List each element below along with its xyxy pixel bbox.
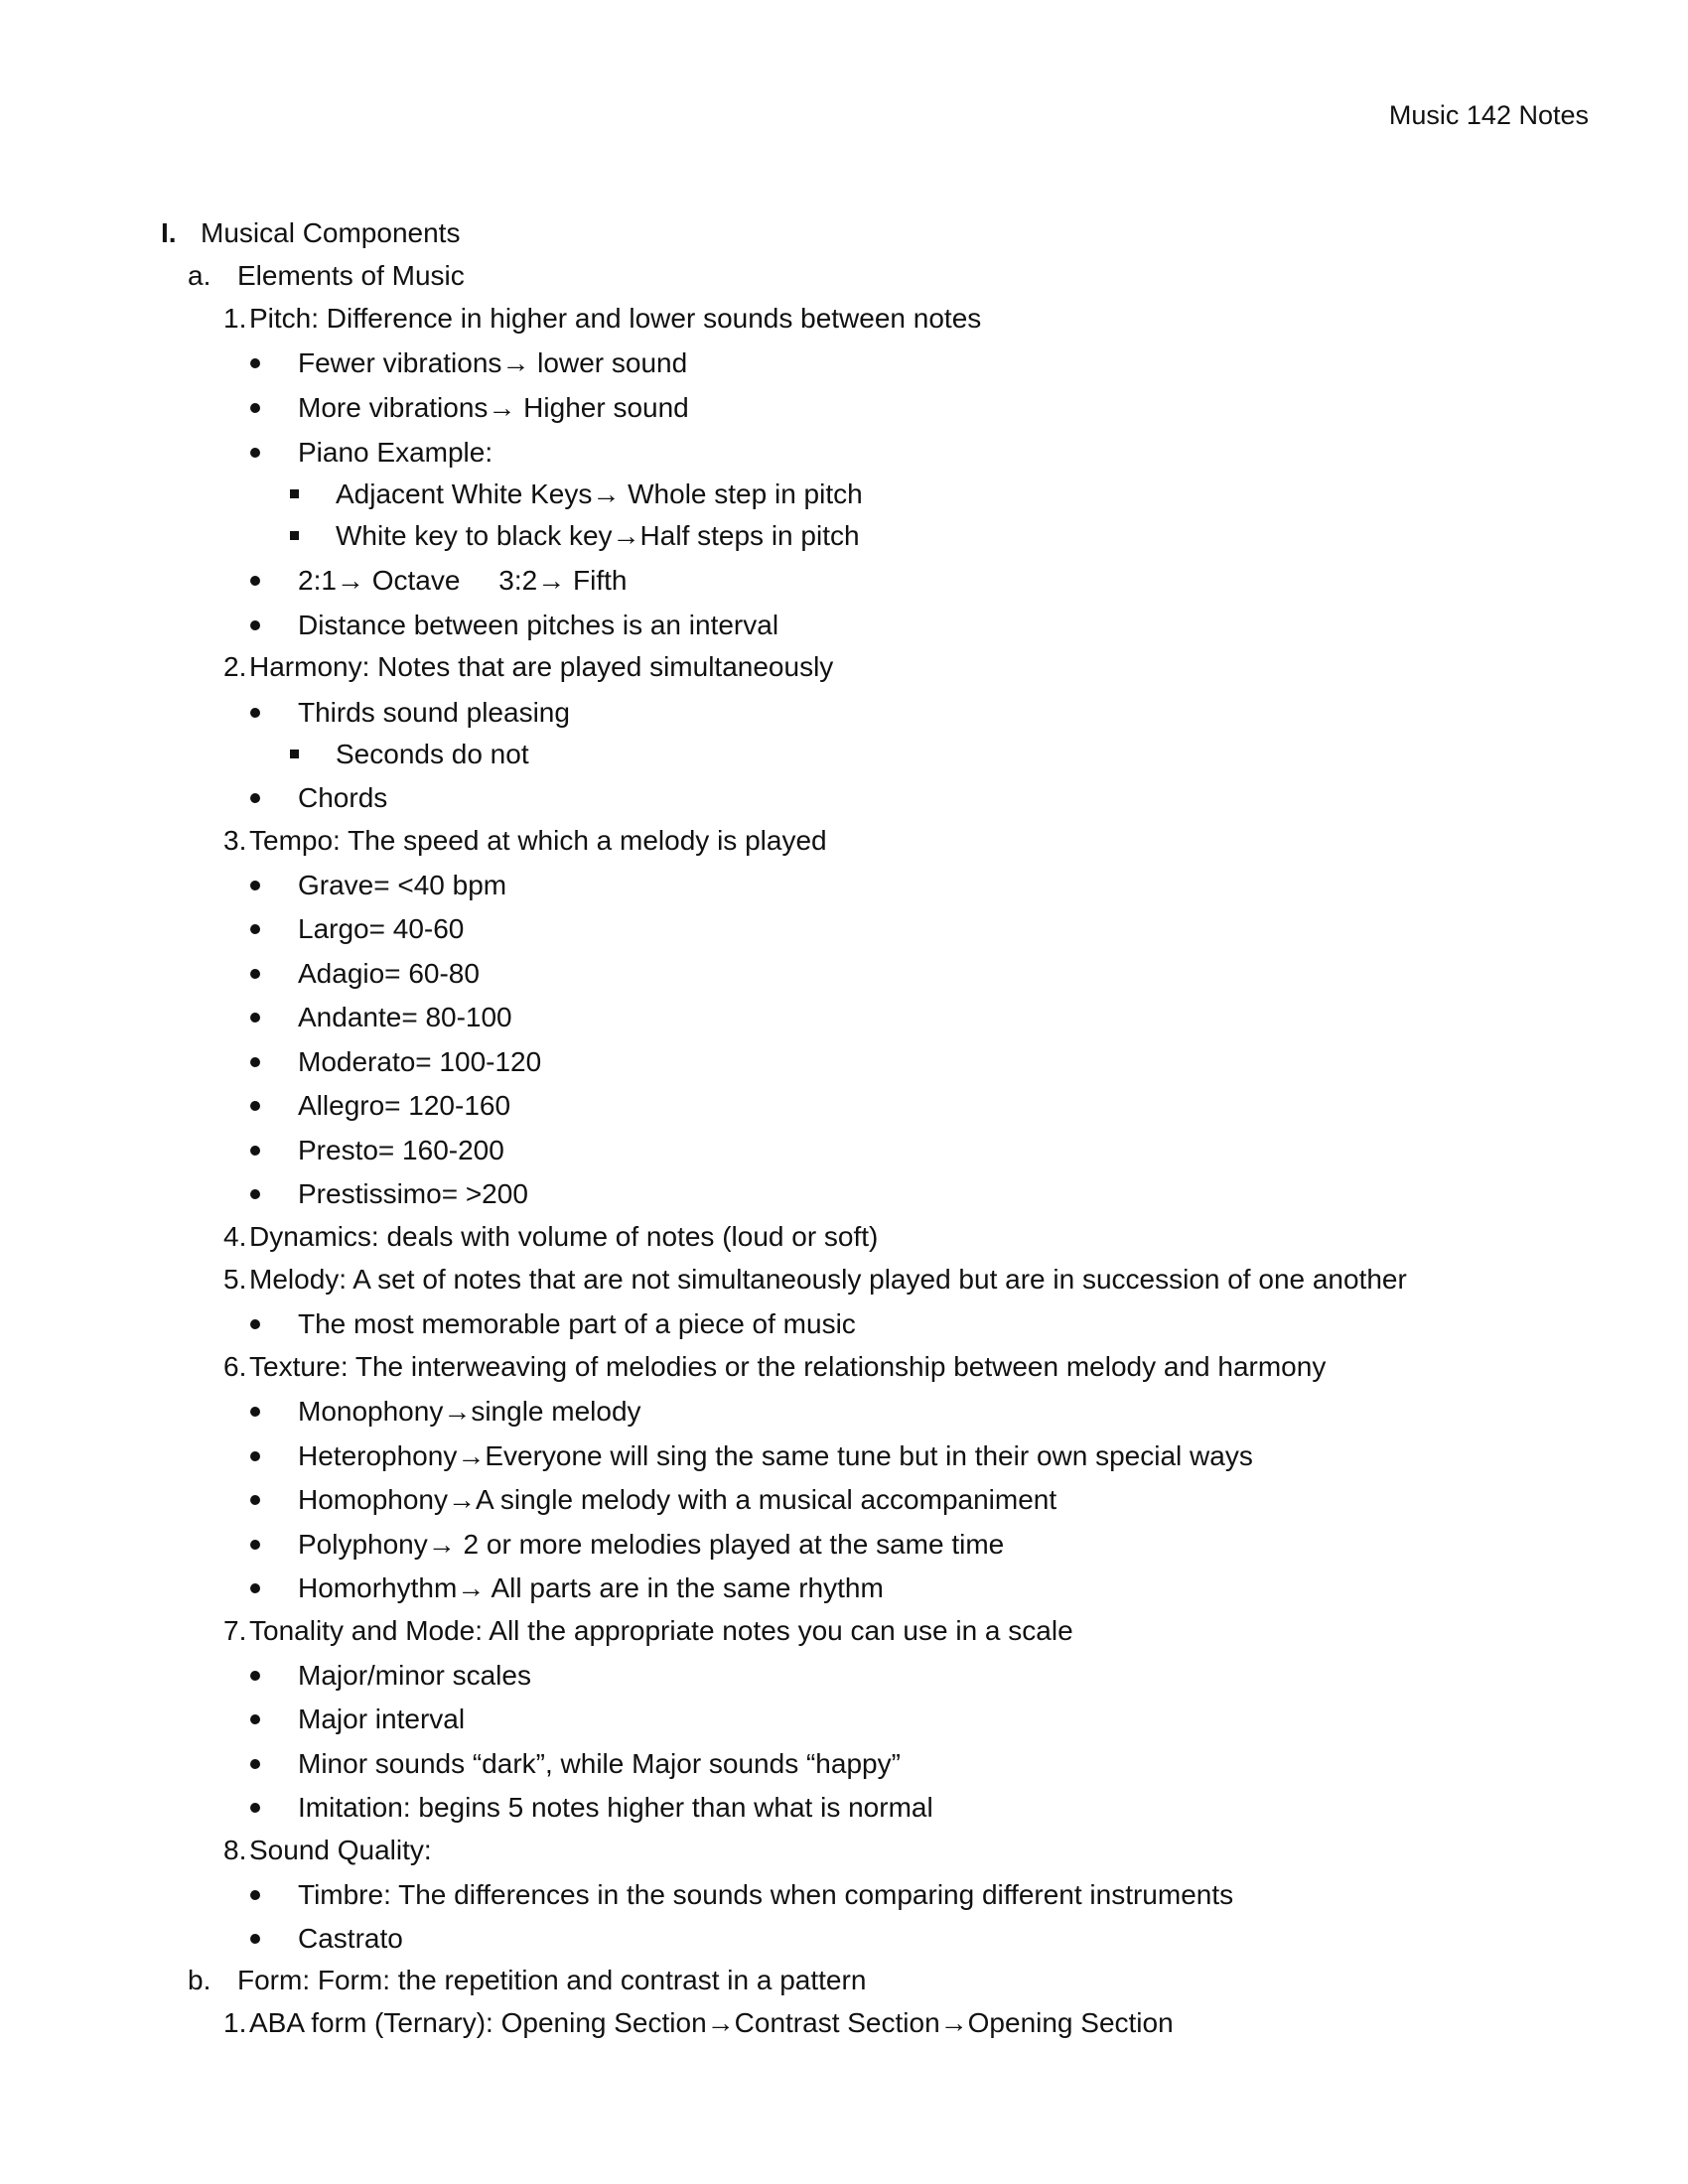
bullet-icon	[250, 881, 260, 890]
outline-text: Harmony: Notes that are played simultaneously	[249, 651, 834, 682]
outline-text: Moderato= 100-120	[298, 1046, 542, 1077]
outline-text: Fewer vibrations→ lower sound	[298, 347, 688, 378]
outline-text: Dynamics: deals with volume of notes (loud or soft)	[249, 1221, 879, 1252]
outline-text: Allegro= 120-160	[298, 1090, 511, 1121]
outline-text: Adagio= 60-80	[298, 958, 480, 989]
bullet-icon	[250, 1671, 260, 1681]
outline-text: Major/minor scales	[298, 1660, 531, 1691]
outline-marker: 1.	[223, 303, 247, 334]
bullet-icon	[250, 1013, 260, 1023]
outline-text: Texture: The interweaving of melodies or the relationship between melody and harmony	[249, 1351, 1327, 1382]
outline-text: Imitation: begins 5 notes higher than what is normal	[298, 1792, 933, 1823]
outline-marker: 7.	[223, 1615, 247, 1646]
bullet-icon	[250, 576, 260, 586]
outline-text: Chords	[298, 782, 388, 813]
outline-text: Presto= 160-200	[298, 1135, 504, 1165]
outline-text: Minor sounds “dark”, while Major sounds “happy”	[298, 1748, 901, 1779]
bullet-icon	[250, 1714, 260, 1724]
outline-text: Prestissimo= >200	[298, 1178, 528, 1209]
bullet-icon	[250, 1451, 260, 1461]
outline-marker: 8.	[223, 1835, 247, 1865]
square-bullet-icon	[290, 531, 299, 540]
outline-text: Andante= 80-100	[298, 1002, 512, 1032]
outline-text: Major interval	[298, 1704, 466, 1734]
outline-text: Polyphony→ 2 or more melodies played at the same time	[298, 1529, 1005, 1560]
outline-text: Grave= <40 bpm	[298, 870, 507, 900]
bullet-icon	[250, 1890, 260, 1900]
outline-text: Castrato	[298, 1923, 403, 1954]
bullet-icon	[250, 1189, 260, 1199]
outline-text: White key to black key→Half steps in pitch	[336, 520, 860, 551]
outline-text: Sound Quality:	[249, 1835, 432, 1865]
outline-text: Musical Components	[201, 217, 461, 248]
outline-marker: a.	[188, 260, 211, 291]
outline-text: Tempo: The speed at which a melody is played	[249, 825, 827, 856]
bullet-icon	[250, 1540, 260, 1550]
outline-text: Seconds do not	[336, 739, 529, 769]
outline-text: Heterophony→Everyone will sing the same tune but in their own special ways	[298, 1440, 1253, 1471]
outline-text: Timbre: The differences in the sounds when comparing different instruments	[298, 1879, 1234, 1910]
bullet-icon	[250, 924, 260, 934]
outline-marker: 2.	[223, 651, 247, 682]
outline-marker: 1.	[223, 2007, 247, 2038]
square-bullet-icon	[290, 489, 299, 498]
outline-text: ABA form (Ternary): Opening Section→Contrast Section→Opening Section	[249, 2007, 1174, 2038]
bullet-icon	[250, 1319, 260, 1329]
outline-text: 2:1→ Octave 3:2→ Fifth	[298, 565, 628, 596]
bullet-icon	[250, 1057, 260, 1067]
outline-text: Adjacent White Keys→ Whole step in pitch	[336, 478, 863, 509]
outline-marker: 6.	[223, 1351, 247, 1382]
bullet-icon	[250, 1407, 260, 1417]
outline-marker: b.	[188, 1965, 211, 1995]
bullet-icon	[250, 1146, 260, 1156]
outline-text: Monophony→single melody	[298, 1396, 641, 1427]
bullet-icon	[250, 1759, 260, 1769]
outline-marker: 3.	[223, 825, 247, 856]
outline-marker: 4.	[223, 1221, 247, 1252]
page-header: Music 142 Notes	[1388, 100, 1589, 130]
bullet-icon	[250, 708, 260, 718]
outline-text: Melody: A set of notes that are not simultaneously played but are in succession of one another	[249, 1264, 1407, 1295]
bullet-icon	[250, 1583, 260, 1593]
square-bullet-icon	[290, 750, 299, 758]
outline-text: Form: Form: the repetition and contrast in a pattern	[237, 1965, 867, 1995]
bullet-icon	[250, 793, 260, 803]
outline-text: Largo= 40-60	[298, 913, 465, 944]
bullet-icon	[250, 1803, 260, 1813]
outline-text: The most memorable part of a piece of music	[298, 1308, 856, 1339]
outline-text: Homophony→A single melody with a musical accompaniment	[298, 1484, 1057, 1515]
bullet-icon	[250, 1495, 260, 1505]
outline-text: Homorhythm→ All parts are in the same rhythm	[298, 1572, 884, 1603]
bullet-icon	[250, 620, 260, 630]
outline-text: Distance between pitches is an interval	[298, 610, 779, 640]
outline-text: Piano Example:	[298, 437, 493, 468]
bullet-icon	[250, 969, 260, 979]
outline-text: Elements of Music	[237, 260, 465, 291]
outline-text: More vibrations→ Higher sound	[298, 392, 689, 423]
outline-text: Pitch: Difference in higher and lower sounds between notes	[249, 303, 982, 334]
bullet-icon	[250, 1934, 260, 1944]
bullet-icon	[250, 448, 260, 458]
bullet-icon	[250, 1101, 260, 1111]
outline-marker: 5.	[223, 1264, 247, 1295]
outline-text: Thirds sound pleasing	[298, 697, 570, 728]
bullet-icon	[250, 358, 260, 368]
outline-marker: I.	[161, 217, 177, 248]
bullet-icon	[250, 403, 260, 413]
outline-text: Tonality and Mode: All the appropriate notes you can use in a scale	[249, 1615, 1073, 1646]
